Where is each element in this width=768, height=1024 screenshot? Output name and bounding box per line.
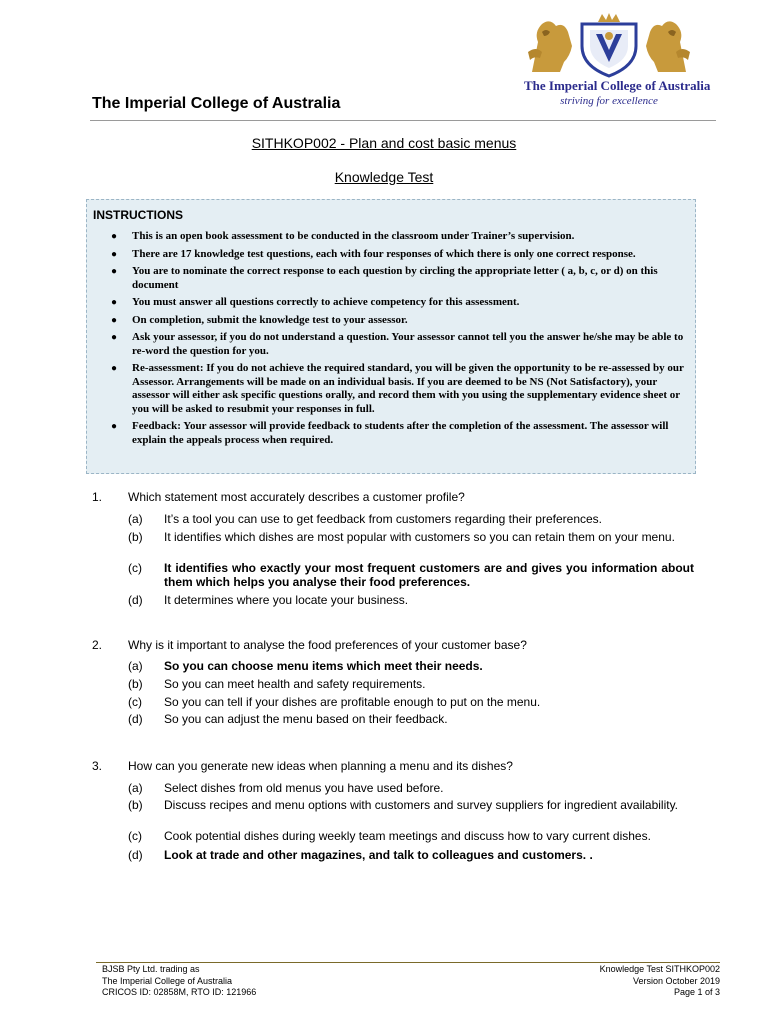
option-letter: (a) [128, 781, 143, 795]
option-text: Discuss recipes and menu options with customers and survey suppliers for ingredient availability. [164, 798, 679, 812]
option-text: Look at trade and other magazines, and talk to colleagues and customers. . [164, 848, 593, 862]
instruction-item [87, 265, 693, 292]
bullet-icon: ● [111, 332, 118, 343]
option-letter: (c) [128, 695, 142, 709]
crest-icon [524, 12, 694, 78]
option-letter: (d) [128, 848, 143, 862]
instruction-item [87, 248, 693, 262]
test-title: Knowledge Test [334, 169, 434, 185]
instructions-heading: INSTRUCTIONS [93, 208, 183, 222]
option-letter: (a) [128, 659, 143, 673]
option-text: Cook potential dishes during weekly team meetings and discuss how to vary current dishes. [164, 829, 651, 843]
option-letter: (d) [128, 593, 143, 607]
bullet-icon: ● [111, 297, 118, 308]
question-text: Why is it important to analyse the food preferences of your customer base? [128, 638, 527, 652]
unit-title: SITHKOP002 - Plan and cost basic menus [251, 135, 517, 151]
footer-divider [96, 962, 720, 963]
instruction-text: This is an open book assessment to be conducted in the classroom under Trainer’s supervision. [132, 230, 575, 242]
question-number: 3. [92, 759, 103, 773]
option-letter: (c) [128, 829, 142, 843]
footer-right [600, 964, 720, 999]
option-text: It determines where you locate your business. [164, 593, 409, 607]
instructions-box [86, 199, 696, 474]
footer-page-number: Page 1 of 3 [673, 987, 720, 997]
footer-version: Version October 2019 [632, 975, 720, 986]
option-text: It’s a tool you can use to get feedback from customers regarding their preferences. [164, 512, 603, 526]
instruction-item [87, 362, 693, 416]
bullet-icon: ● [111, 266, 118, 277]
bullet-icon: ● [111, 363, 118, 374]
instruction-item [87, 331, 693, 358]
instruction-text: There are 17 knowledge test questions, each with four responses of which there is only one correct response. [132, 247, 636, 260]
footer-left [102, 964, 256, 999]
footer-doc-title: Knowledge Test SITHKOP002 [599, 964, 720, 974]
option-letter: (b) [128, 798, 143, 812]
instruction-text: Ask your assessor, if you do not understand a question. Your assessor cannot tell you the answer he/she may be able to re-word the question for you. [132, 331, 684, 357]
instruction-item [87, 314, 693, 328]
option-text: It identifies which dishes are most popular with customers so you can retain them on your menu. [164, 530, 675, 544]
bullet-icon: ● [111, 314, 118, 326]
option-letter: (a) [128, 512, 143, 526]
college-title: The Imperial College of Australia [92, 95, 341, 112]
footer-ids: CRICOS ID: 02858M, RTO ID: 121966 [102, 987, 257, 997]
instructions-list [87, 230, 693, 451]
instruction-text: Re-assessment: If you do not achieve the required standard, you will be given the opportunity to be re-assessed by our Assessor. Arrangements will be made on an individual basis. If you are deemed to be NS (Not Satisfactory), your assessor will either ask specific questions orally, and record them with you using the supplementary evidence sheet or you will be asked to resubmit your responses in full. [132, 362, 684, 415]
option-text: So you can adjust the menu based on their feedback. [164, 712, 448, 726]
question-number: 2. [92, 638, 103, 652]
option-text: So you can tell if your dishes are profitable enough to put on the menu. [164, 695, 541, 709]
footer-company: BJSB Pty Ltd. trading as [102, 964, 200, 974]
logo-name: The Imperial College of Australia [524, 78, 711, 93]
instruction-text: Feedback: Your assessor will provide feedback to students after the completion of the assessment. The assessor will explain the appeals process when required. [132, 420, 669, 446]
footer-college: The Imperial College of Australia [102, 975, 233, 986]
question-number: 1. [92, 490, 103, 504]
option-text: Select dishes from old menus you have used before. [164, 781, 444, 795]
option-letter: (d) [128, 712, 143, 726]
instruction-item [87, 420, 693, 447]
bullet-icon: ● [111, 231, 118, 242]
instruction-item [87, 230, 693, 244]
question-text: Which statement most accurately describes a customer profile? [128, 490, 465, 504]
bullet-icon: ● [111, 248, 118, 260]
college-logo [524, 12, 711, 107]
option-text: So you can meet health and safety requirements. [164, 677, 426, 691]
option-letter: (c) [128, 561, 142, 575]
header-divider [90, 120, 716, 121]
instruction-text: You are to nominate the correct response to each question by circling the appropriate letter ( a, b, c, or d) on this document [132, 265, 658, 291]
bullet-icon: ● [111, 421, 118, 432]
instruction-item [87, 296, 693, 310]
instruction-text: You must answer all questions correctly to achieve competency for this assessment. [132, 296, 520, 308]
option-letter: (b) [128, 677, 143, 691]
option-text: So you can choose menu items which meet their needs. [164, 659, 483, 673]
logo-tagline: striving for excellence [560, 95, 658, 107]
instruction-text: On completion, submit the knowledge test to your assessor. [132, 313, 408, 326]
option-letter: (b) [128, 530, 143, 544]
option-text: It identifies who exactly your most frequent customers are and gives you information about them which helps you analyse their food preferences. [164, 561, 694, 589]
question-text: How can you generate new ideas when planning a menu and its dishes? [128, 759, 513, 773]
